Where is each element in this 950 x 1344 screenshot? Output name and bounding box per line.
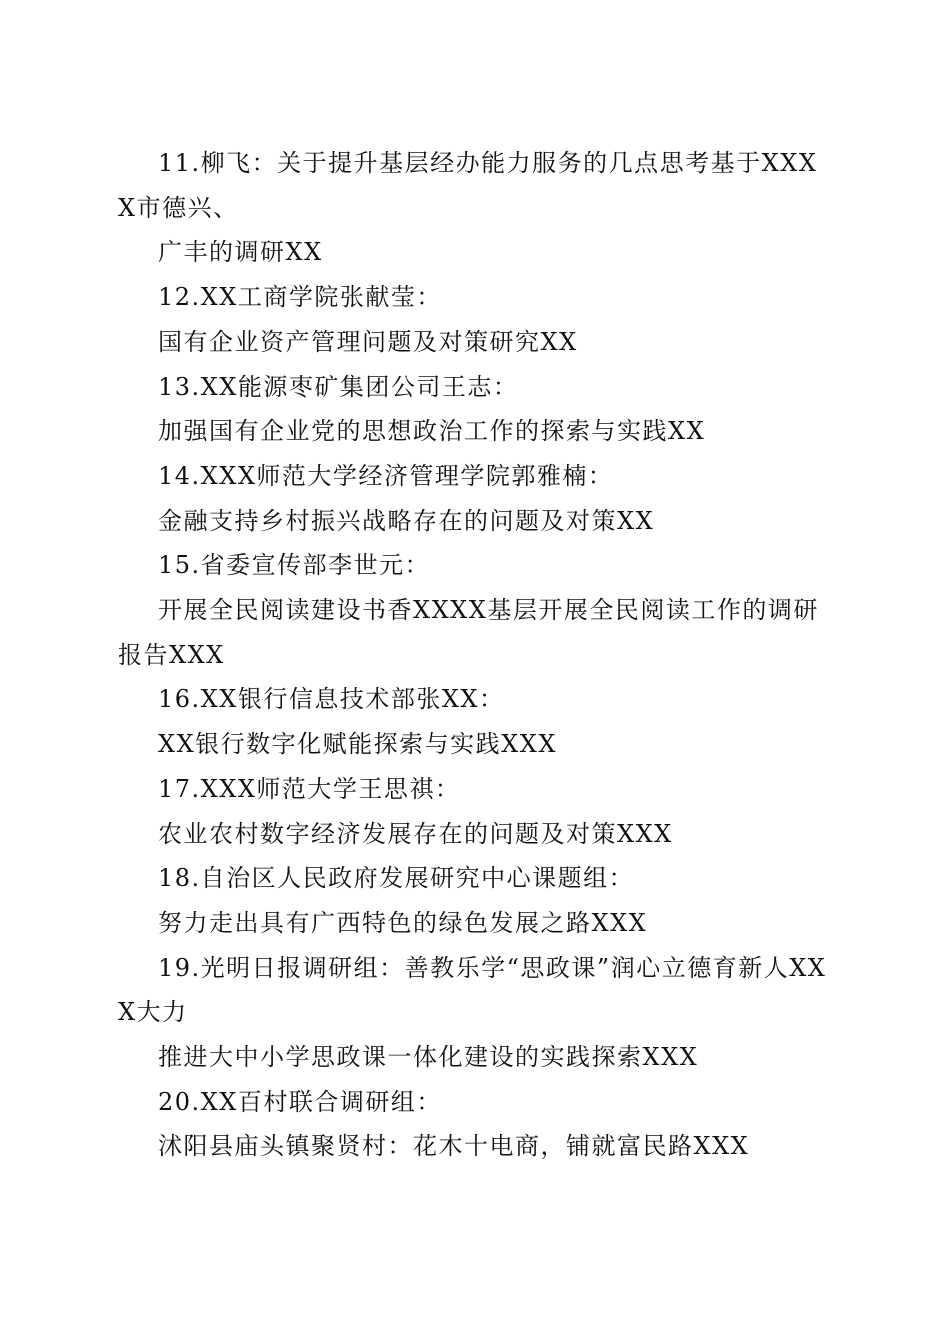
entry-17-author: 17.XXX师范大学王思祺： [158,774,461,803]
entry-12-title: 国有企业资产管理问题及对策研究XX [158,327,578,356]
entry-14-title: 金融支持乡村振兴战略存在的问题及对策XX [158,506,655,535]
entry-11-title: 11.柳飞：关于提升基层经办能力服务的几点思考基于XXXX市德兴、 [118,149,818,222]
entry-11-subtitle: 广丰的调研XX [158,238,323,267]
entry-16-author: 16.XX银行信息技术部张XX： [158,685,505,714]
entry-13-title: 加强国有企业党的思想政治工作的探索与实践XX [158,417,706,446]
entry-20-author: 20.XX百村联合调研组： [158,1087,442,1116]
entry-18-author: 18.自治区人民政府发展研究中心课题组： [158,864,635,893]
entry-16-title: XX银行数字化赋能探索与实践XXX [158,730,557,759]
entry-19-title: 19.光明日报调研组：善教乐学“思政课”润心立德育新人XXX大力 [118,953,827,1027]
document-body [118,141,830,1169]
entry-12-author: 12.XX工商学院张献莹： [158,283,442,312]
entry-14-author: 14.XXX师范大学经济管理学院郭雅楠： [158,461,614,490]
entry-17-title: 农业农村数字经济发展存在的问题及对策XXX [158,819,673,848]
entry-19-subtitle: 推进大中小学思政课一体化建设的实践探索XXX [158,1043,699,1072]
entry-18-title: 努力走出具有广西特色的绿色发展之路XXX [158,908,648,937]
entry-13-author: 13.XX能源枣矿集团公司王志： [158,372,519,401]
entry-20-title: 沭阳县庙头镇聚贤村：花木十电商，铺就富民路XXX [158,1132,750,1161]
entry-15-author: 15.省委宣传部李世元： [158,551,431,580]
entry-15-title: 开展全民阅读建设书香XXXX基层开展全民阅读工作的调研报告XXX [118,596,819,669]
